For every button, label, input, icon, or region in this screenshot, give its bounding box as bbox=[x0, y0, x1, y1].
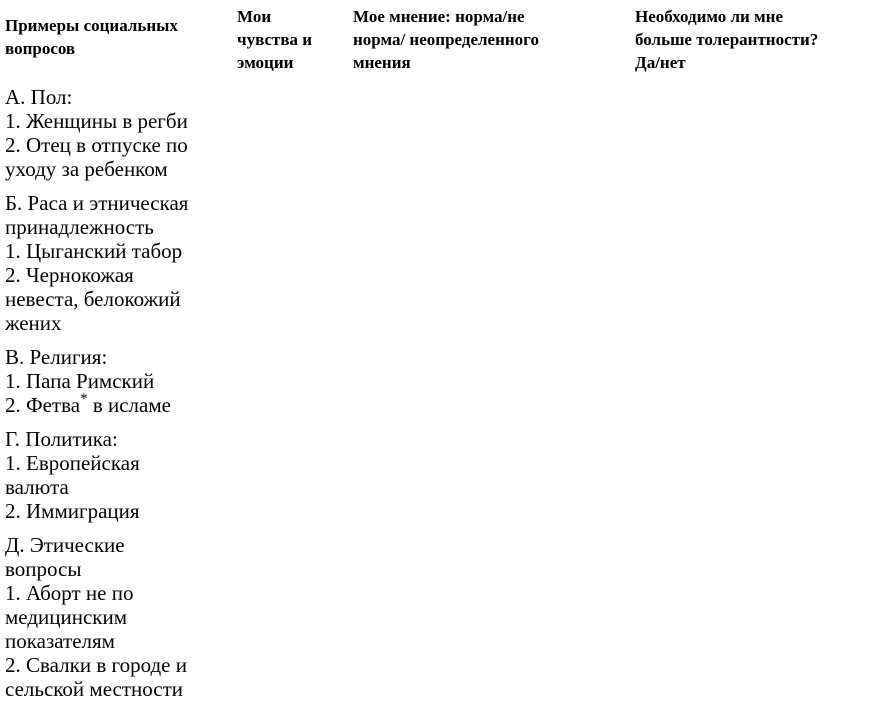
header-tolerance-line: Да/нет bbox=[635, 53, 686, 72]
group-item: 1. Женщины в регби bbox=[5, 109, 188, 133]
header-opinion-line: мнения bbox=[353, 53, 411, 72]
group-title: А. Пол: bbox=[5, 85, 73, 109]
group-item: 1. Цыганский табор bbox=[5, 239, 183, 263]
group-title: Д. Этические bbox=[5, 533, 125, 557]
group-item: сельской местности bbox=[5, 677, 184, 701]
header-tolerance-line: Необходимо ли мне bbox=[635, 7, 783, 26]
header-tolerance bbox=[635, 5, 867, 74]
fatwa-rest: в исламе bbox=[87, 393, 171, 417]
header-examples-line: вопросов bbox=[5, 39, 76, 58]
group-item: принадлежность bbox=[5, 215, 154, 239]
header-feelings-line: Мои bbox=[237, 7, 272, 26]
group-item: медицинским bbox=[5, 605, 128, 629]
group-ethics bbox=[5, 533, 230, 701]
header-opinion bbox=[353, 5, 623, 74]
header-feelings bbox=[237, 5, 342, 74]
group-item: 2. Иммиграция bbox=[5, 499, 140, 523]
social-issues-list bbox=[5, 85, 230, 711]
header-examples bbox=[5, 14, 230, 60]
group-item: 1. Европейская bbox=[5, 451, 140, 475]
header-tolerance-line: больше толерантности? bbox=[635, 30, 819, 49]
fatwa-text: 2. Фетва bbox=[5, 393, 81, 417]
header-examples-line: Примеры социальных bbox=[5, 16, 178, 35]
group-title: Б. Раса и этническая bbox=[5, 191, 189, 215]
group-race bbox=[5, 191, 230, 335]
group-item: 1. Аборт не по bbox=[5, 581, 134, 605]
group-item: уходу за ребенком bbox=[5, 157, 168, 181]
group-title: В. Религия: bbox=[5, 345, 108, 369]
header-feelings-line: чувства и bbox=[237, 30, 313, 49]
group-item: 2. Чернокожая bbox=[5, 263, 134, 287]
group-item: 1. Папа Римский bbox=[5, 369, 155, 393]
group-item: 2. Отец в отпуске по bbox=[5, 133, 188, 157]
group-item: невеста, белокожий bbox=[5, 287, 181, 311]
group-item: показателям bbox=[5, 629, 115, 653]
header-opinion-line: норма/ неопределенного bbox=[353, 30, 539, 49]
group-item: валюта bbox=[5, 475, 69, 499]
group-item-fatwa bbox=[5, 393, 230, 417]
group-gender bbox=[5, 85, 230, 181]
group-politics bbox=[5, 427, 230, 523]
group-title: Г. Политика: bbox=[5, 427, 118, 451]
header-opinion-line: Мое мнение: норма/не bbox=[353, 7, 525, 26]
group-religion bbox=[5, 345, 230, 417]
group-item: вопросы bbox=[5, 557, 82, 581]
group-item: 2. Свалки в городе и bbox=[5, 653, 187, 677]
group-item: жених bbox=[5, 311, 62, 335]
footnote-mark: * bbox=[80, 391, 88, 407]
header-feelings-line: эмоции bbox=[237, 53, 294, 72]
